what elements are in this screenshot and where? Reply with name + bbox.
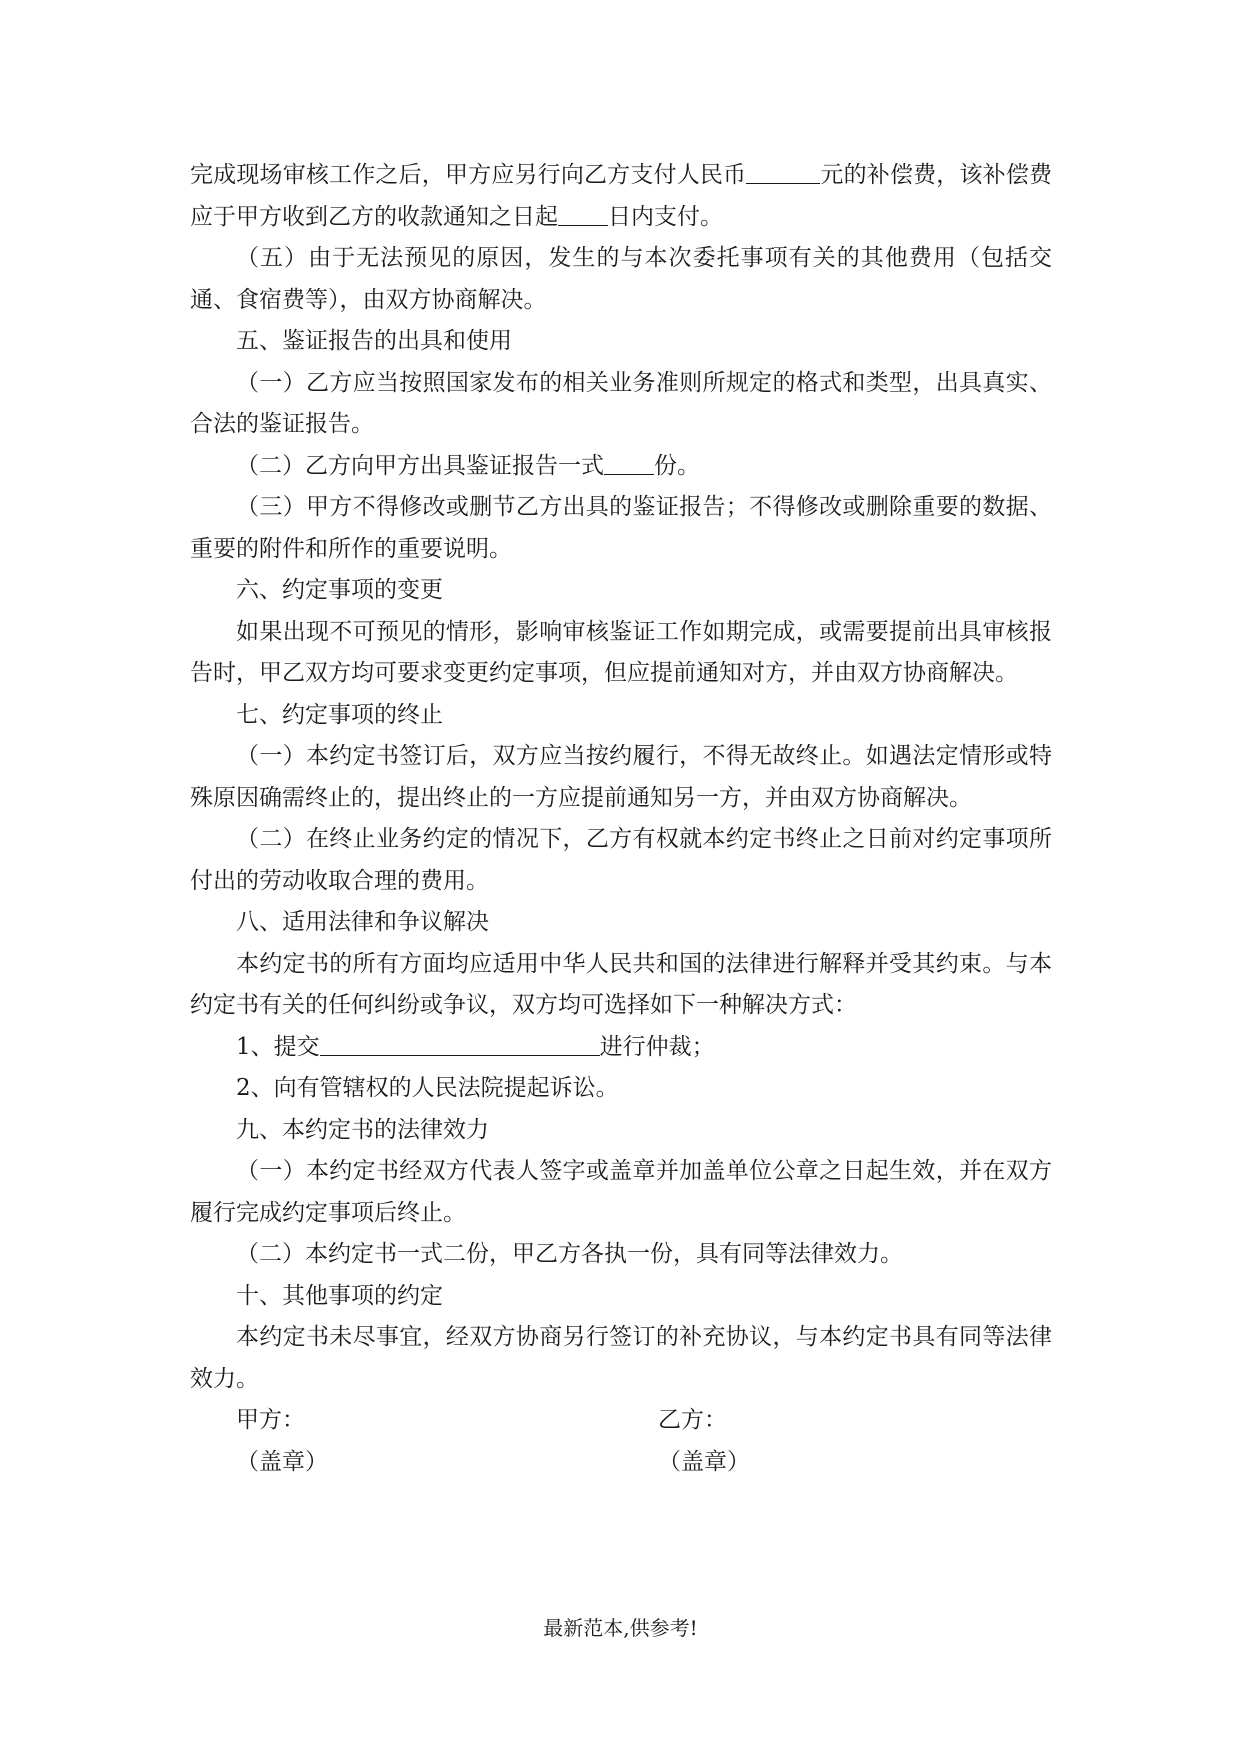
section-heading-5: 五、鉴证报告的出具和使用 — [236, 328, 512, 354]
section-heading-9: 九、本约定书的法律效力 — [236, 1116, 489, 1143]
blank-copies — [604, 452, 654, 475]
paragraph-compensation: 完成现场审核工作之后，甲方应另行向乙方支付人民币 元的补偿费，该补偿费应于甲方收到乙方的收款通知之日起 日内支付。 — [190, 162, 1053, 230]
party-a-seal: （盖章） — [236, 1448, 328, 1475]
paragraph-other-costs: （五）由于无法预见的原因，发生的与本次委托事项有关的其他费用（包括交通、食宿费等），由双方协商解决。 — [190, 245, 1052, 313]
paragraph-applicable-law: 本约定书的所有方面均应适用中华人民共和国的法律进行解释并受其约束。与本约定书有关的任何纠纷或争议，双方均可选择如下一种解决方式： — [190, 950, 1052, 1018]
page-footer: 最新范本,供参考! — [543, 1616, 698, 1640]
paragraph-litigation: 2、向有管辖权的人民法院提起诉讼。 — [236, 1075, 619, 1101]
paragraph-report-format: （一）乙方应当按照国家发布的相关业务准则所规定的格式和类型，出具真实、合法的鉴证报告。 — [190, 369, 1052, 437]
paragraph-termination-1: （一）本约定书签订后，双方应当按约履行，不得无故终止。如遇法定情形或特殊原因确需终止的，提出终止的一方应提前通知另一方，并由双方协商解决。 — [190, 743, 1052, 811]
blank-amount — [746, 161, 820, 184]
blank-arbitration-body — [320, 1033, 600, 1056]
signature-seals — [190, 1442, 1052, 1484]
paragraph-report-copies: （二）乙方向甲方出具鉴证报告一式 份。 — [236, 452, 700, 479]
section-heading-6: 六、约定事项的变更 — [236, 577, 443, 603]
paragraph-arbitration: 1、提交 进行仲裁； — [236, 1033, 715, 1060]
section-heading-7: 七、约定事项的终止 — [236, 701, 443, 728]
paragraph-other-matters: 本约定书未尽事宜，经双方协商另行签订的补充协议，与本约定书具有同等法律效力。 — [190, 1324, 1052, 1392]
party-b-seal: （盖章） — [658, 1448, 750, 1475]
paragraph-effect-1: （一）本约定书经双方代表人签字或盖章并加盖单位公章之日起生效，并在双方履行完成约定事项后终止。 — [190, 1158, 1052, 1226]
paragraph-change: 如果出现不可预见的情形，影响审核鉴证工作如期完成，或需要提前出具审核报告时，甲乙双方均可要求变更约定事项，但应提前通知对方，并由双方协商解决。 — [190, 618, 1052, 686]
paragraph-no-modification: （三）甲方不得修改或删节乙方出具的鉴证报告；不得修改或删除重要的数据、重要的附件和所作的重要说明。 — [190, 494, 1052, 562]
blank-days — [558, 203, 608, 226]
paragraph-effect-2: （二）本约定书一式二份，甲乙方各执一份，具有同等法律效力。 — [236, 1241, 903, 1267]
paragraph-termination-2: （二）在终止业务约定的情况下，乙方有权就本约定书终止之日前对约定事项所付出的劳动收取合理的费用。 — [190, 826, 1052, 894]
party-b-label: 乙方： — [658, 1407, 727, 1433]
section-heading-10: 十、其他事项的约定 — [236, 1282, 443, 1309]
party-a-label: 甲方： — [236, 1407, 305, 1433]
document-body — [190, 155, 1052, 1483]
signature-parties — [190, 1400, 1052, 1442]
section-heading-8: 八、适用法律和争议解决 — [236, 909, 489, 935]
